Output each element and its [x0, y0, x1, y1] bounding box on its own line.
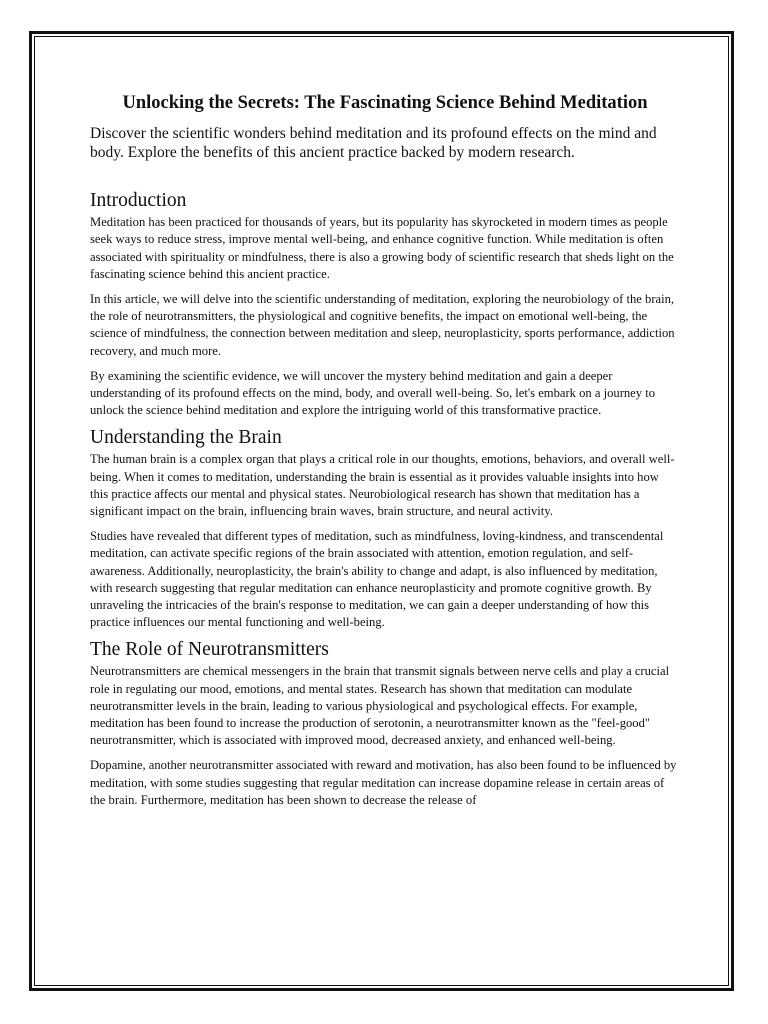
- paragraph: In this article, we will delve into the scientific understanding of meditation, exploring the neurobiology of the brain, the role of neurotransmitters, the physiological and cognitive benefits, the impact on emotional well-being, the science of mindfulness, the connection between meditation and sleep, neuroplasticity, sports performance, addiction recovery, and much more.: [90, 292, 675, 358]
- paragraph: Neurotransmitters are chemical messengers in the brain that transmit signals between nerve cells and play a crucial role in regulating our mood, emotions, and mental states. Research has shown that meditation can modulate neurotransmitter levels in the brain, leading to various physiological and psychological effects. For example, meditation has been found to increase the production of serotonin, a neurotransmitter known as the "feel-good" neurotransmitter, which is associated with improved mood, decreased anxiety, and enhanced well-being.: [90, 664, 670, 748]
- section-understanding-the-brain: [90, 427, 680, 631]
- paragraph: Meditation has been practiced for thousands of years, but its popularity has skyrocketed in modern times as people seek ways to reduce stress, improve mental well-being, and enhance cognitive function. While meditation is often associated with spirituality or mindfulness, there is also a growing body of scientific research that sheds light on the fascinating science behind this ancient practice.: [90, 215, 674, 281]
- document-title: Unlocking the Secrets: The Fascinating Science Behind Meditation: [122, 93, 648, 113]
- document-lead: Discover the scientific wonders behind meditation and its profound effects on the mind and body. Explore the benefits of this ancient practice backed by modern research.: [90, 125, 657, 162]
- paragraph: The human brain is a complex organ that plays a critical role in our thoughts, emotions, behaviors, and overall well-being. When it comes to meditation, understanding the brain is essential as it provides valuable insights into how this practice affects our mental and physical states. Neurobiological research has shown that meditation has a significant impact on the brain, influencing brain waves, brain structure, and neural activity.: [90, 452, 675, 519]
- paragraph: By examining the scientific evidence, we will uncover the mystery behind meditation and gain a deeper understanding of its profound effects on the mind, body, and overall well-being. So, let's embark on a journey to unlock the science behind meditation and explore the intriguing world of this transformative practice.: [90, 368, 656, 418]
- paragraph: Studies have revealed that different types of meditation, such as mindfulness, loving-kindness, and transcendental meditation, can activate specific regions of the brain associated with attention, emotion regulation, and self-awareness. Additionally, neuroplasticity, the brain's ability to change and adapt, is also influenced by meditation, with research suggesting that regular meditation can enhance neuroplasticity and promote cognitive growth. By unraveling the intricacies of the brain's response to meditation, we can gain a deeper understanding of how this practice influences our mental functioning and well-being.: [90, 529, 664, 630]
- document-body: [90, 92, 680, 922]
- section-role-of-neurotransmitters: [90, 639, 680, 809]
- section-introduction: [90, 190, 680, 419]
- paragraph: Dopamine, another neurotransmitter associated with reward and motivation, has also been found to be influenced by meditation, with some studies suggesting that regular meditation can increase dopamine release in certain areas of the brain. Furthermore, meditation has been shown to decrease the release of: [90, 758, 677, 807]
- section-heading: The Role of Neurotransmitters: [90, 639, 329, 661]
- section-heading: Introduction: [90, 190, 187, 212]
- section-heading: Understanding the Brain: [90, 427, 282, 449]
